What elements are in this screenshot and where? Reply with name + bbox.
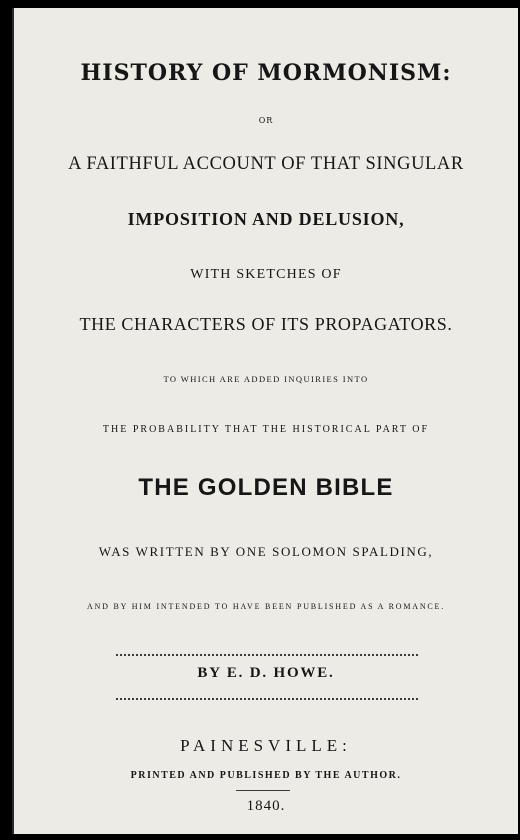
dotted-rule-top: [116, 654, 418, 656]
dotted-rule-bottom: [116, 698, 418, 700]
or-text: OR: [258, 116, 274, 125]
bible-title: THE GOLDEN BIBLE: [138, 474, 394, 501]
subtitle-line-1: A FAITHFUL ACCOUNT OF THAT SINGULAR: [68, 154, 464, 174]
place-of-publication: PAINESVILLE:: [180, 736, 352, 755]
romance-line: AND BY HIM INTENDED TO HAVE BEEN PUBLISHED AS A ROMANCE.: [86, 602, 446, 611]
year-rule: [236, 790, 290, 791]
author-line: BY E. D. HOWE.: [197, 665, 335, 681]
printer-line: PRINTED AND PUBLISHED BY THE AUTHOR.: [130, 770, 402, 781]
inquiry-line-2: THE PROBABILITY THAT THE HISTORICAL PART OF: [102, 424, 430, 435]
publication-year: 1840.: [246, 798, 286, 814]
main-title: HISTORY OF MORMONISM:: [80, 60, 452, 86]
subtitle-line-3: WITH SKETCHES OF: [190, 267, 342, 282]
inquiry-line-1: TO WHICH ARE ADDED INQUIRIES INTO: [163, 374, 369, 384]
title-page: [12, 8, 518, 834]
subtitle-line-4: THE CHARACTERS OF ITS PROPAGATORS.: [79, 314, 453, 334]
subtitle-line-2: IMPOSITION AND DELUSION,: [127, 209, 405, 229]
spalding-line: WAS WRITTEN BY ONE SOLOMON SPALDING,: [98, 544, 434, 559]
